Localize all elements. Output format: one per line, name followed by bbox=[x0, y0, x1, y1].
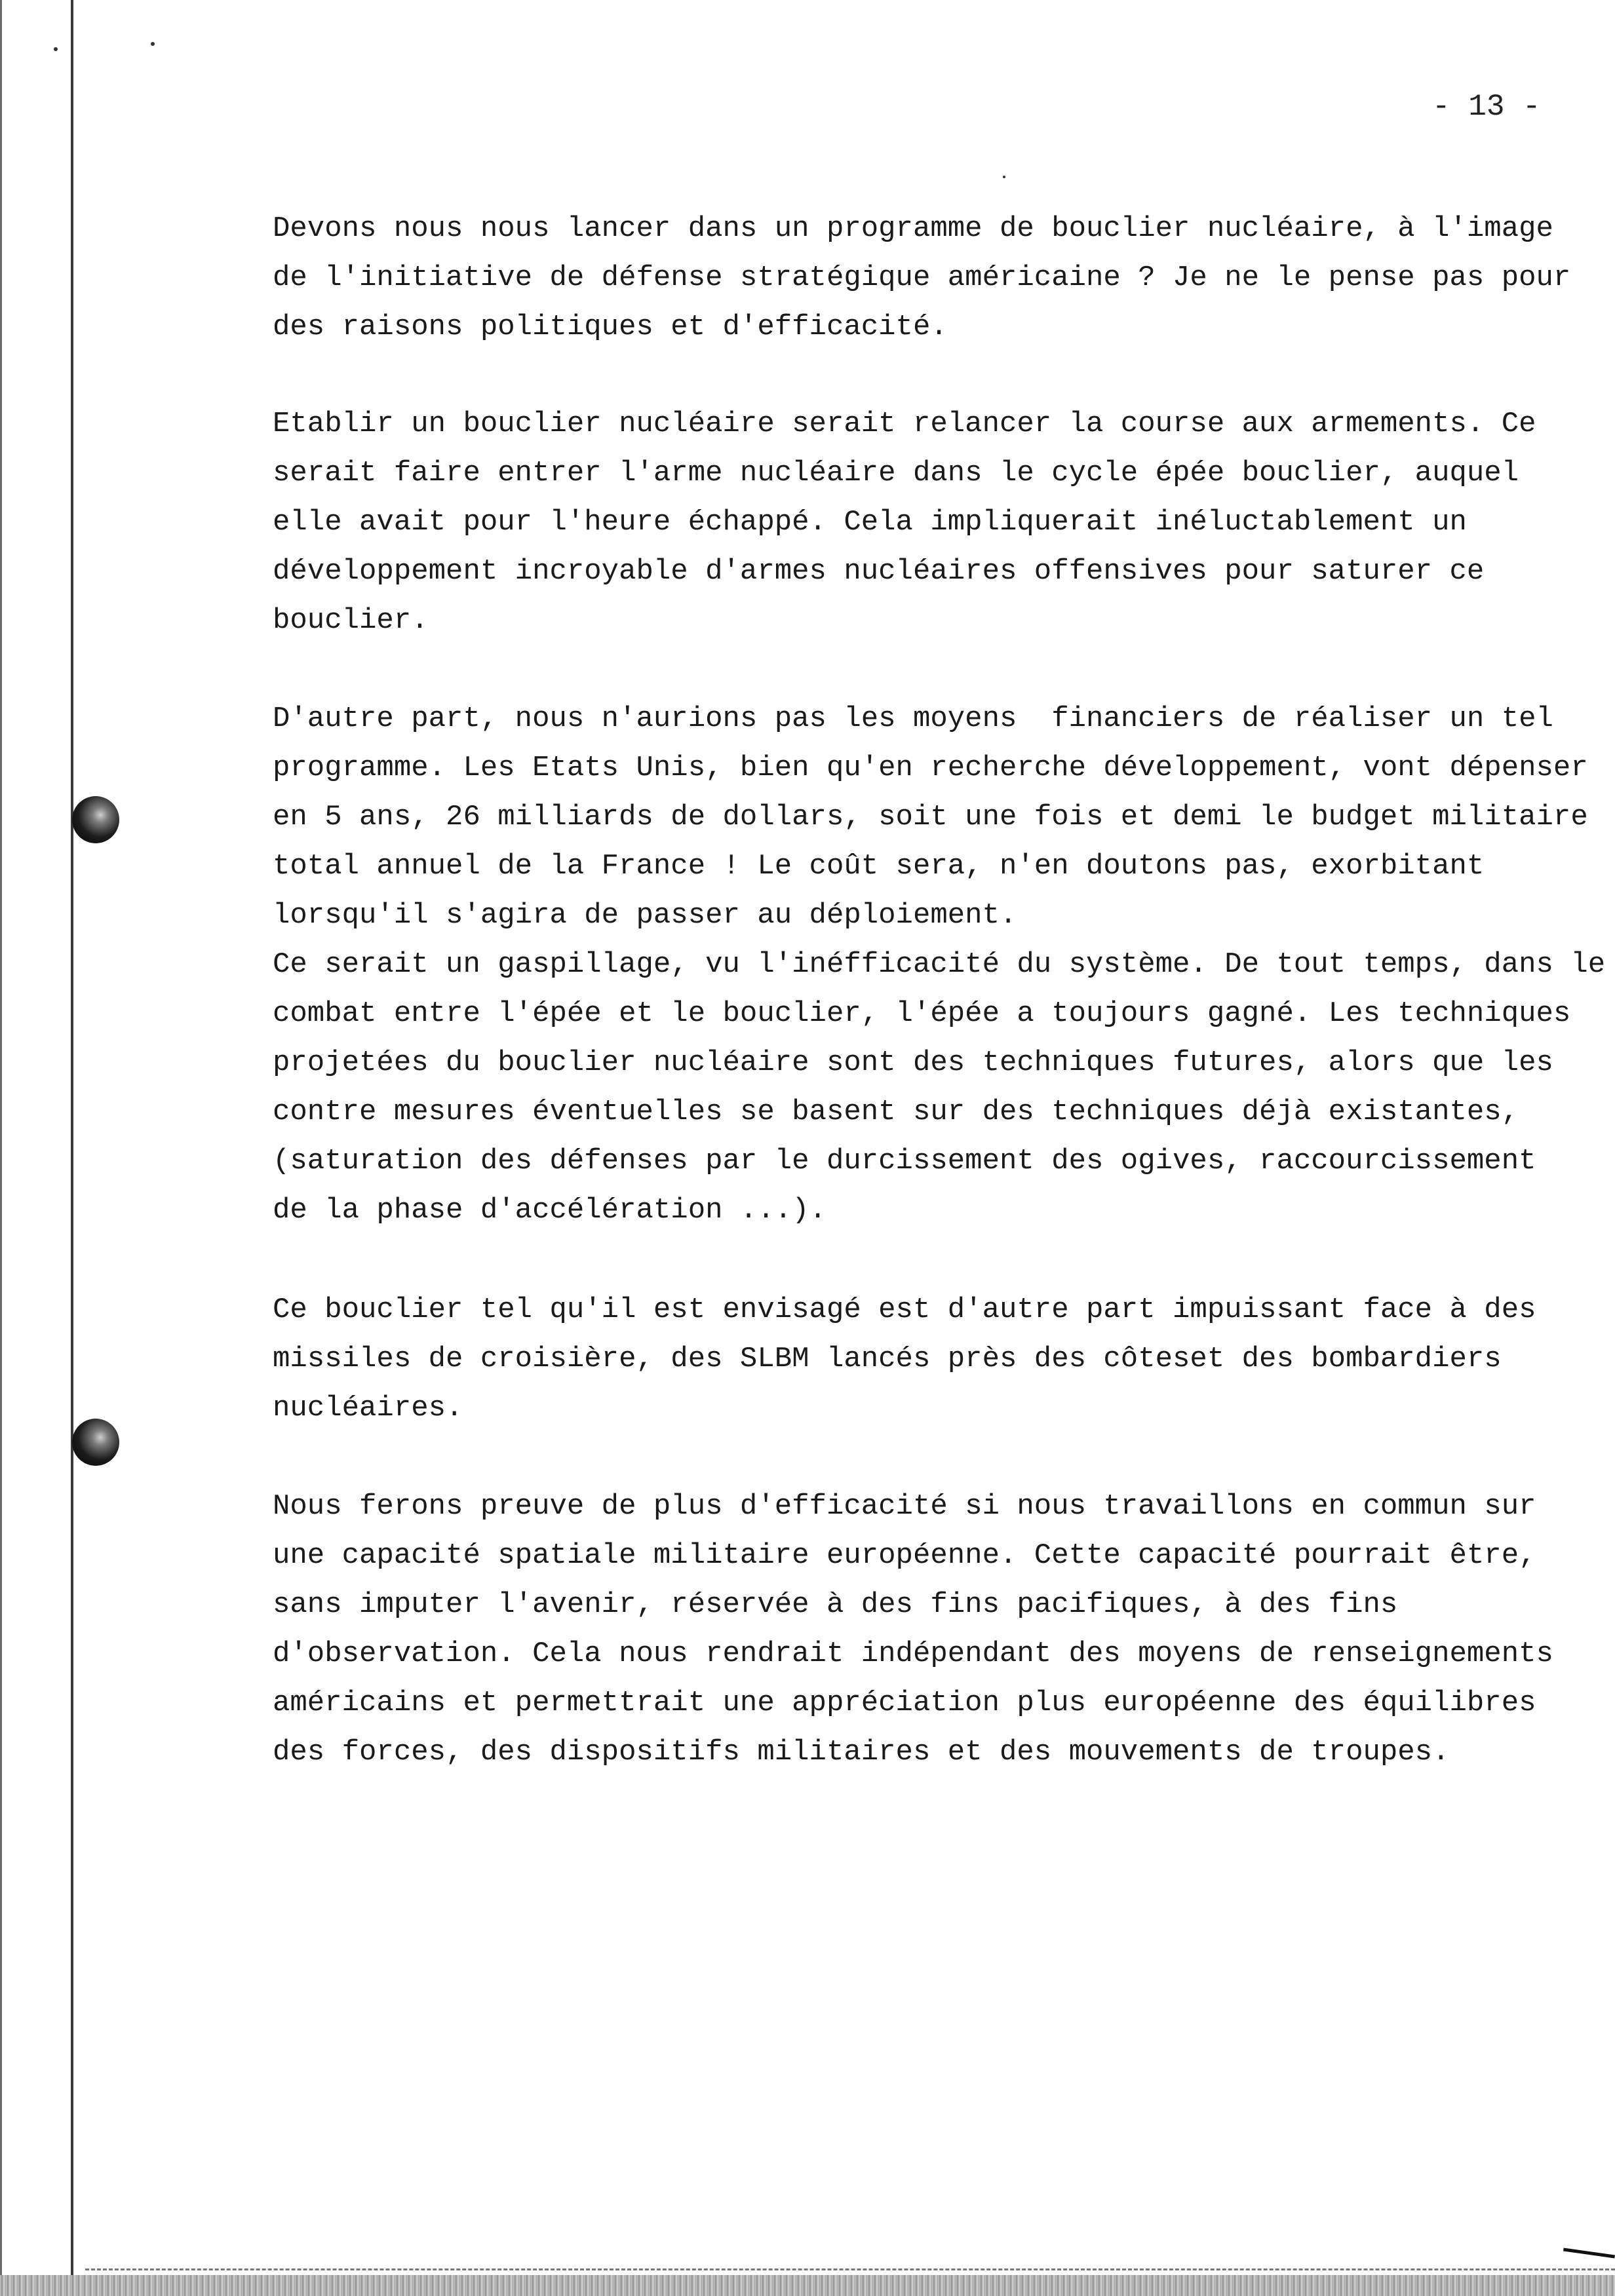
text-line: nucléaires. bbox=[273, 1392, 463, 1425]
text-line: serait faire entrer l'arme nucléaire dans le cycle épée bouclier, auquel bbox=[273, 457, 1519, 489]
text-line: Devons nous nous lancer dans un programme de bouclier nucléaire, à l'image bbox=[273, 212, 1553, 245]
scan-speck bbox=[151, 42, 155, 46]
scan-speck bbox=[1003, 176, 1005, 178]
paragraph-2 bbox=[273, 400, 1536, 645]
punch-hole-bottom bbox=[72, 1419, 119, 1466]
text-line: des forces, des dispositifs militaires et des mouvements de troupes. bbox=[273, 1736, 1450, 1769]
text-line: américains et permettrait une appréciation plus européenne des équilibres bbox=[273, 1687, 1536, 1719]
scan-artifact-line bbox=[85, 2268, 1615, 2270]
text-line: programme. Les Etats Unis, bien qu'en recherche développement, vont dépenser bbox=[273, 752, 1588, 784]
text-line: Nous ferons preuve de plus d'efficacité si nous travaillons en commun sur bbox=[273, 1490, 1536, 1523]
text-line: missiles de croisière, des SLBM lancés près des côteset des bombardiers bbox=[273, 1343, 1502, 1375]
text-line: lorsqu'il s'agira de passer au déploiement. bbox=[273, 899, 1017, 932]
paragraph-1 bbox=[273, 204, 1570, 352]
text-line: de l'initiative de défense stratégique américaine ? Je ne le pense pas pour bbox=[273, 261, 1571, 294]
scan-artifact-mark bbox=[1563, 2248, 1615, 2259]
text-line: (saturation des défenses par le durcissement des ogives, raccourcissement bbox=[273, 1145, 1536, 1177]
paragraph-3 bbox=[273, 695, 1605, 1235]
text-line: Ce bouclier tel qu'il est envisagé est d'autre part impuissant face à des bbox=[273, 1293, 1536, 1326]
text-line: projetées du bouclier nucléaire sont des techniques futures, alors que les bbox=[273, 1046, 1553, 1079]
punch-hole-top bbox=[72, 796, 119, 843]
text-line: elle avait pour l'heure échappé. Cela impliquerait inéluctablement un bbox=[273, 506, 1467, 539]
text-line: une capacité spatiale militaire européenne. Cette capacité pourrait être, bbox=[273, 1539, 1536, 1572]
page-edge bbox=[0, 0, 2, 2296]
text-line: des raisons politiques et d'efficacité. bbox=[273, 311, 948, 343]
text-line: D'autre part, nous n'aurions pas les moyens financiers de réaliser un tel bbox=[273, 702, 1553, 735]
text-line: total annuel de la France ! Le coût sera, n'en doutons pas, exorbitant bbox=[273, 850, 1485, 883]
text-line: en 5 ans, 26 milliards de dollars, soit une fois et demi le budget militaire bbox=[273, 801, 1588, 833]
text-line: développement incroyable d'armes nucléaires offensives pour saturer ce bbox=[273, 555, 1485, 588]
scan-speck bbox=[54, 47, 58, 51]
text-line: bouclier. bbox=[273, 604, 429, 637]
text-line: d'observation. Cela nous rendrait indépendant des moyens de renseignements bbox=[273, 1637, 1553, 1670]
paragraph-5 bbox=[273, 1482, 1553, 1777]
text-line: combat entre l'épée et le bouclier, l'épée a toujours gagné. Les techniques bbox=[273, 997, 1571, 1030]
text-line: Ce serait un gaspillage, vu l'inéfficacité du système. De tout temps, dans le bbox=[273, 948, 1606, 981]
binding-rule bbox=[71, 0, 73, 2296]
paragraph-4 bbox=[273, 1286, 1536, 1433]
text-line: de la phase d'accélération ...). bbox=[273, 1194, 827, 1227]
page-number: - 13 - bbox=[1432, 90, 1541, 124]
text-line: contre mesures éventuelles se basent sur des techniques déjà existantes, bbox=[273, 1096, 1519, 1128]
text-line: Etablir un bouclier nucléaire serait relancer la course aux armements. Ce bbox=[273, 408, 1536, 440]
scan-bottom-strip bbox=[0, 2275, 1615, 2296]
text-line: sans imputer l'avenir, réservée à des fins pacifiques, à des fins bbox=[273, 1588, 1398, 1621]
